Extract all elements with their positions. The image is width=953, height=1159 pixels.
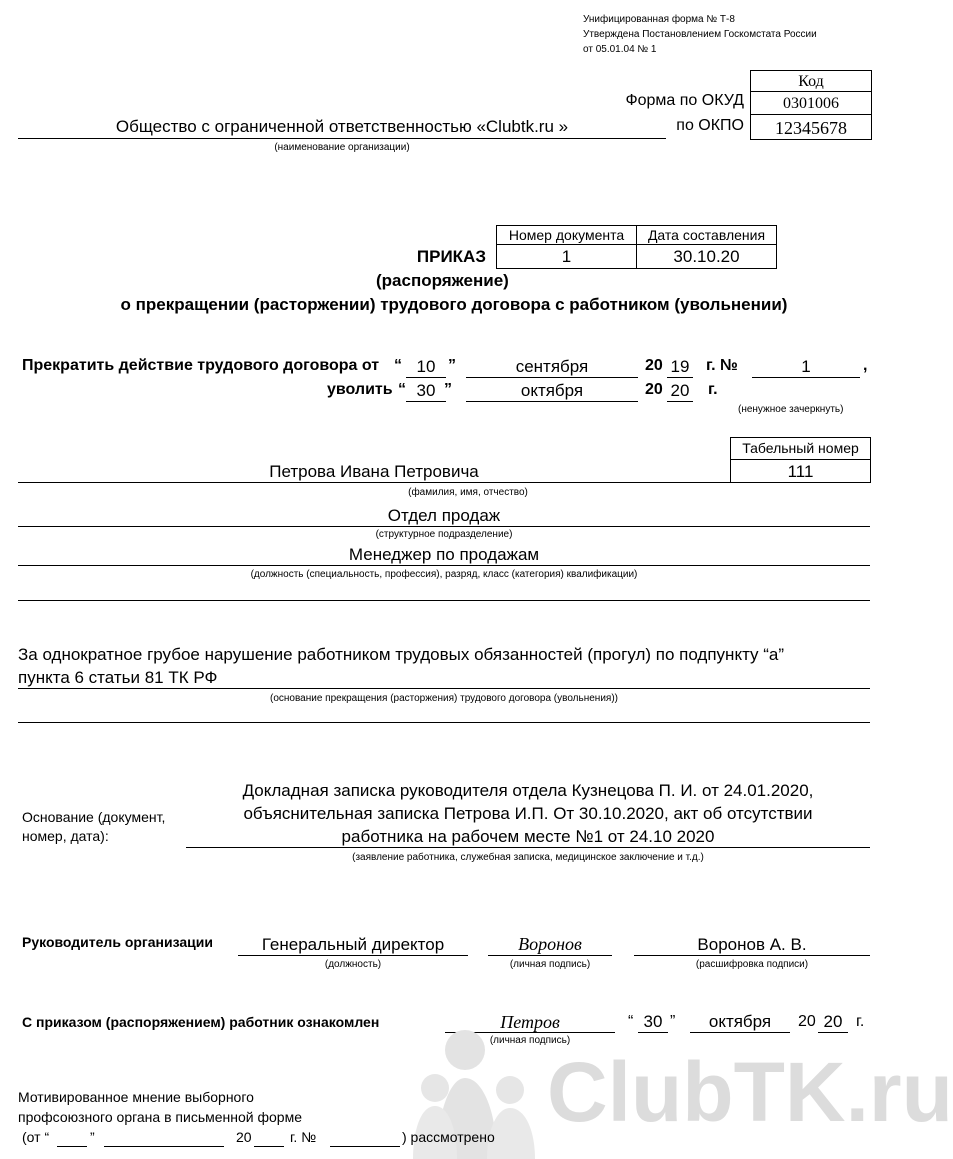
tab-number-header: Табельный номер — [730, 437, 871, 459]
quote-open-2: “ — [398, 381, 406, 398]
acq-year-suffix: г. — [856, 1013, 865, 1030]
head-signature-underline — [488, 955, 612, 956]
organization-underline — [18, 138, 666, 139]
year-prefix-from: 20 — [645, 357, 663, 374]
head-decode-underline — [634, 955, 870, 956]
contract-number: 1 — [801, 357, 811, 376]
year-from: 19 — [670, 357, 690, 376]
position-underline — [18, 565, 870, 566]
month-from-underline — [466, 377, 638, 378]
tab-number-value: 111 — [730, 459, 871, 483]
employee-name: Петрова Ивана Петровича — [269, 462, 479, 481]
year-to: 20 — [670, 381, 690, 400]
organization-caption: (наименование организации) — [274, 142, 410, 153]
department-underline — [18, 526, 870, 527]
okpo-label: по ОКПО — [676, 117, 744, 134]
contract-number-underline — [752, 377, 860, 378]
union-considered: ) рассмотрено — [402, 1129, 495, 1145]
comma: , — [863, 357, 868, 374]
day-to-underline — [406, 401, 446, 402]
day-from-underline — [406, 377, 446, 378]
form-date-line: от 05.01.04 № 1 — [583, 44, 657, 55]
employee-name-caption: (фамилия, имя, отчество) — [408, 487, 528, 498]
acquainted-day: 30 — [643, 1012, 663, 1031]
department: Отдел продаж — [387, 506, 501, 525]
month-from: сентября — [515, 357, 589, 376]
union-year-underline — [254, 1146, 284, 1147]
quote-close-2: ” — [444, 381, 452, 398]
order-subtitle: (распоряжение) — [376, 271, 509, 290]
doc-date-header: Дата составления — [636, 225, 777, 245]
union-line-2: профсоюзного органа в письменной форме — [18, 1109, 302, 1125]
head-decode: Воронов А. В. — [697, 935, 807, 954]
year-prefix-to: 20 — [645, 381, 663, 398]
strike-note: (ненужное зачеркнуть) — [738, 404, 844, 415]
doc-number-value: 1 — [496, 244, 636, 269]
watermark-text: ClubTK.ru — [547, 1045, 953, 1139]
year-suffix-to: г. — [708, 381, 718, 398]
blank-line-1 — [18, 600, 870, 601]
blank-line-2 — [18, 722, 870, 723]
union-year-prefix: 20 — [236, 1129, 252, 1145]
position: Менеджер по продажам — [348, 545, 540, 564]
order-heading: о прекращении (расторжении) трудового договора с работником (увольнении) — [120, 295, 788, 314]
head-signature: Воронов — [518, 934, 582, 954]
terminate-label: Прекратить действие трудового договора от — [22, 357, 380, 374]
okpo-value: 12345678 — [750, 114, 872, 140]
year-to-underline — [667, 401, 693, 402]
day-from: 10 — [416, 357, 436, 376]
quote-close: ” — [448, 357, 456, 374]
union-day-underline — [57, 1146, 87, 1147]
head-label: Руководитель организации — [22, 934, 213, 950]
head-position-caption: (должность) — [324, 959, 382, 970]
acquainted-signature: Петров — [500, 1012, 560, 1032]
month-to-underline — [466, 401, 638, 402]
union-number-underline — [330, 1146, 400, 1147]
number-sign: г. № — [706, 357, 738, 374]
okud-label: Форма по ОКУД — [625, 92, 744, 109]
head-position: Генеральный директор — [261, 935, 445, 954]
union-line-1: Мотивированное мнение выборного — [18, 1089, 254, 1105]
year-from-underline — [667, 377, 693, 378]
reason-line-1: За однократное грубое нарушение работником трудовых обязанностей (прогул) по подпункту “а” — [18, 645, 785, 664]
employee-name-underline — [18, 482, 730, 483]
day-to: 30 — [416, 381, 436, 400]
acquainted-signature-caption: (личная подпись) — [489, 1035, 571, 1046]
head-signature-caption: (личная подпись) — [509, 959, 591, 970]
reason-line-2: пункта 6 статьи 81 ТК РФ — [18, 668, 218, 687]
acquainted-year: 20 — [823, 1012, 843, 1031]
union-month-underline — [104, 1146, 224, 1147]
acquainted-label: С приказом (распоряжением) работник ознакомлен — [22, 1014, 380, 1030]
acq-quote-close: ” — [670, 1013, 676, 1030]
acq-quote-open: “ — [628, 1013, 634, 1030]
quote-open: “ — [394, 357, 402, 374]
basis-label-1: Основание (документ, — [22, 809, 166, 825]
reason-caption: (основание прекращения (расторжения) трудового договора (увольнения)) — [270, 693, 618, 704]
union-from-label: (от “ — [22, 1129, 50, 1145]
union-close-quote: ” — [90, 1129, 95, 1145]
organization-name: Общество с ограниченной ответственностью «Clubtk.ru » — [115, 117, 569, 136]
department-caption: (структурное подразделение) — [375, 529, 513, 540]
month-to: октября — [520, 381, 584, 400]
basis-underline — [186, 847, 870, 848]
doc-date-value: 30.10.20 — [636, 244, 777, 269]
basis-label-2: номер, дата): — [22, 828, 109, 844]
dismiss-label: уволить — [327, 381, 393, 398]
order-title: ПРИКАЗ — [416, 247, 486, 266]
head-decode-caption: (расшифровка подписи) — [695, 959, 809, 970]
basis-text-3: работника на рабочем месте №1 от 24.10 2020 — [341, 827, 715, 846]
reason-underline — [18, 688, 870, 689]
acquainted-month: октября — [708, 1012, 772, 1031]
position-caption: (должность (специальность, профессия), разряд, класс (категория) квалификации) — [250, 569, 638, 580]
form-approval-line: Утверждена Постановлением Госкомстата России — [583, 29, 817, 40]
doc-number-header: Номер документа — [496, 225, 636, 245]
basis-text-2: объяснительная записка Петрова И.П. От 30.10.2020, акт об отсутствии — [243, 804, 813, 823]
basis-text-1: Докладная записка руководителя отдела Кузнецова П. И. от 24.01.2020, — [242, 781, 814, 800]
union-number-label: г. № — [290, 1129, 317, 1145]
acq-year-prefix: 20 — [798, 1013, 816, 1030]
basis-caption: (заявление работника, служебная записка, медицинское заключение и т.д.) — [352, 852, 704, 863]
okud-value: 0301006 — [750, 91, 872, 115]
form-name-line: Унифицированная форма № Т-8 — [583, 14, 735, 25]
head-position-underline — [238, 955, 468, 956]
kod-header: Код — [750, 70, 872, 92]
